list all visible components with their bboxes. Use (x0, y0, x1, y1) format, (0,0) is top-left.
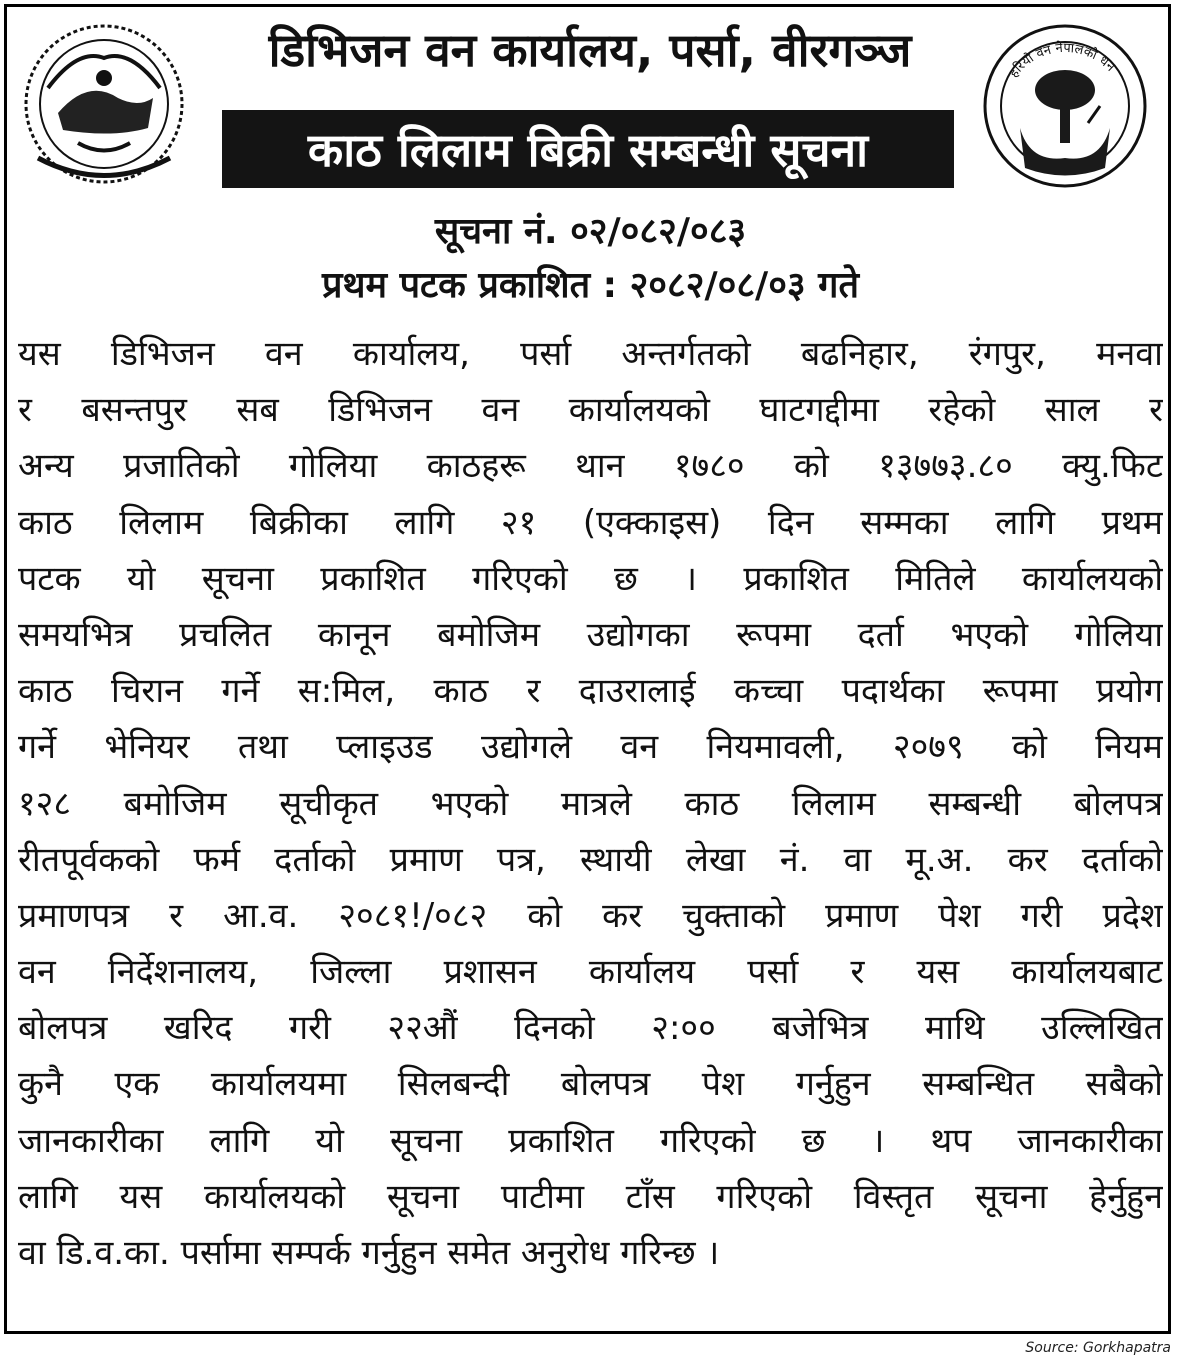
body-line: काठ चिरान गर्ने स:मिल, काठ र दाउरालाई कच्चा पदार्थका रूपमा प्रयोग (18, 671, 1163, 712)
body-line: गर्ने भेनियर तथा प्लाइउड उद्योगले वन नियमावली, २०७९ को नियम (18, 727, 1163, 768)
publication-date: प्रथम पटक प्रकाशित : २०८२/०८/०३ गते (322, 265, 859, 306)
body-line: समयभित्र प्रचलित कानून बमोजिम उद्योगका रूपमा दर्ता भएको गोलिया (18, 614, 1163, 655)
logo-motto: हरियो वन नेपालको धन (1006, 40, 1118, 81)
nepal-government-emblem (18, 18, 190, 190)
body-line: जानकारीका लागि यो सूचना प्रकाशित गरिएको छ । थप जानकारीका (18, 1120, 1163, 1161)
body-line: काठ लिलाम बिक्रीका लागि २१ (एक्काइस) दिन सम्मका लागि प्रथम (18, 502, 1163, 543)
notice-body (18, 326, 1163, 1281)
body-line: वन निर्देशनालय, जिल्ला प्रशासन कार्यालय पर्सा र यस कार्यालयबाट (18, 952, 1163, 993)
body-line: बोलपत्र खरिद गरी २२औं दिनको २:०० बजेभित्र माथि उल्लिखित (18, 1008, 1163, 1049)
office-title: डिभिजन वन कार्यालय, पर्सा, वीरगञ्ज (268, 23, 912, 77)
body-line: वा डि.व.का. पर्सामा सम्पर्क गर्नुहुन समेत अनुरोध गरिन्छ । (18, 1233, 720, 1273)
body-line: रीतपूर्वकको फर्म दर्ताको प्रमाण पत्र, स्थायी लेखा नं. वा मू.अ. कर दर्ताको (18, 839, 1163, 880)
notice-title-banner: काठ लिलाम बिक्री सम्बन्धी सूचना (222, 110, 954, 188)
body-line: र बसन्तपुर सब डिभिजन वन कार्यालयको घाटगद्दीमा रहेको साल र (18, 390, 1163, 431)
body-line: १२८ बमोजिम सूचीकृत भएको मात्रले काठ लिलाम सम्बन्धी बोलपत्र (18, 783, 1163, 824)
body-line: प्रमाणपत्र र आ.व. २०८१!/०८२ को कर चुक्ताको प्रमाण पेश गरी प्रदेश (18, 895, 1163, 936)
forest-department-logo (980, 18, 1150, 193)
notice-number: सूचना नं. ०२/०८२/०८३ (434, 211, 747, 252)
body-line: लागि यस कार्यालयको सूचना पाटीमा टाँस गरिएको विस्तृत सूचना हेर्नुहुन (18, 1176, 1163, 1217)
source-credit: Source: Gorkhapatra (1025, 1340, 1171, 1356)
body-line: कुनै एक कार्यालयमा सिलबन्दी बोलपत्र पेश गर्नुहुन सम्बन्धित सबैको (18, 1064, 1163, 1105)
body-line: यस डिभिजन वन कार्यालय, पर्सा अन्तर्गतको बढनिहार, रंगपुर, मनवा (18, 334, 1163, 374)
body-line: पटक यो सूचना प्रकाशित गरिएको छ । प्रकाशित मितिले कार्यालयको (18, 558, 1163, 599)
body-line: अन्य प्रजातिको गोलिया काठहरू थान १७८० को १३७७३.८० क्यु.फिट (18, 446, 1163, 487)
